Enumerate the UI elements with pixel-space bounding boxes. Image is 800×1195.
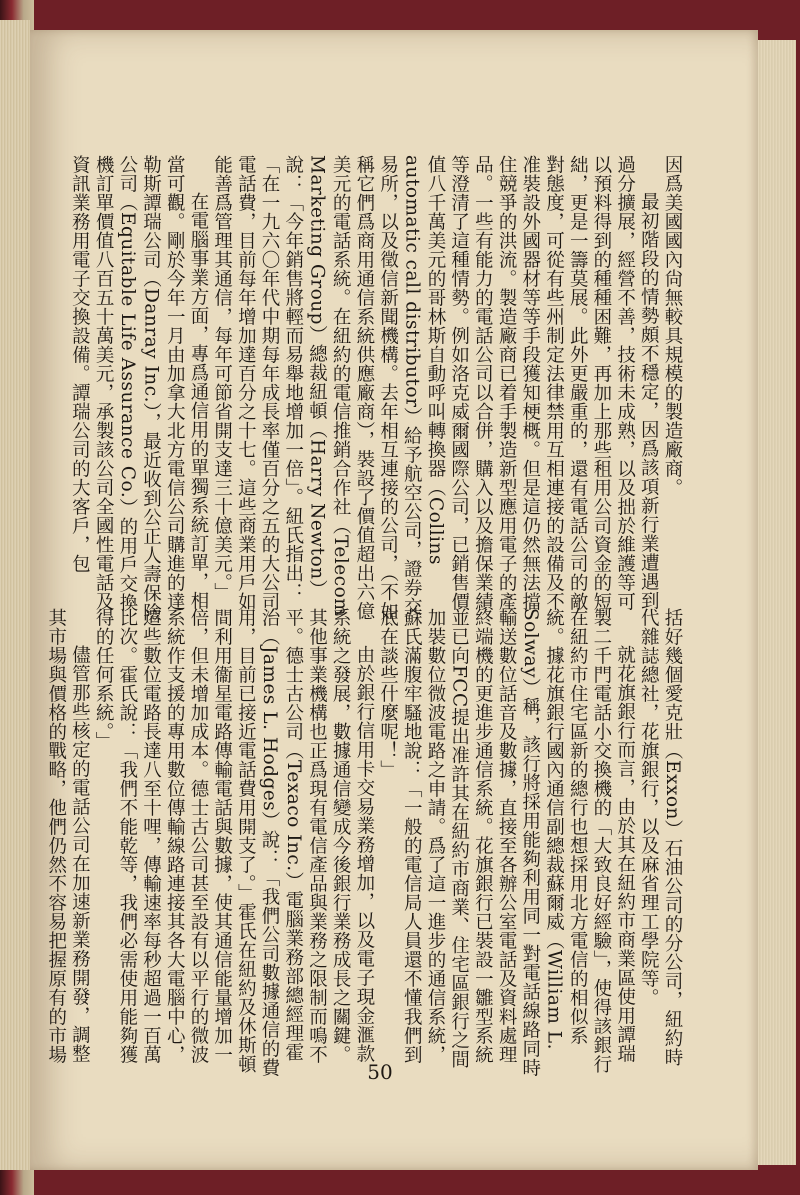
paragraph: 儘管那些核定的電話公司在加速新業務開發，調整其市場與價格的戰略，他們仍然不容易把握原有的市場 <box>45 608 91 1064</box>
lower-text-column <box>45 608 684 1078</box>
page-stack-edge <box>756 40 796 1165</box>
left-page-edge <box>0 20 30 1170</box>
paragraph: 最初階段的情勢頗不穩定，因爲該項新行業遭遇到過分擴展，經營不善，技術未成熟，以及拙於維護等可以預料得到的種種困難，再加上那些租用公司資金的短絀，更是一籌莫展。此外更嚴重的，還有電話公司的敵對態度，可從有些州制定法律禁用互相連接的設備及不准裝設外國器材等等手段獲知梗概。但是這仍然無法擋住競爭的洪流。製造廠商已着手製造新型應用電子的產品。一些有能力的電話公司以合併，購入以及擔保業績等澄清了這種情勢。例如洛克威爾國際公司，已銷售價值八千萬美元的哥林斯自動呼叫轉換器（Collins automatic call distributor）給予航空公司，證券交易所，以及徵信新聞機構。去年相互連接的公司，（不如稱它們爲商用通信系統供應廠商），裝設了價值超出六億美元的電話系統。在紐約的電信推銷合作社（Telecom Marketing Group）總裁紐頓（Harry Newton）說：「今年銷售將輕而易舉地增加一倍」。紐氏指出：「在一九六〇年代中期每年成長率僅百分之五的大公司電話費，目前每年增加達百分之十七。這些商業用戶如能善爲管理其通信，每年可節省開支達三十億美元。」 <box>211 155 660 621</box>
page-number: 50 <box>367 1060 393 1084</box>
paragraph: 就花旗銀行而言，由於其在紐約市商業區使用譚瑞製二千門電話小交換機的「大致良好經驗」，使得該銀行在紐約市住宅區新的總行也想採用北方電信的相似系統。據花旗銀行國內通信副總裁蘇爾威（William L. Solway）稱，該行將採用能夠利用同一對電話線路同時輸送數位話音及數據，直接至各辦公室電話及資料處理終端機的更進步通信系統。花旗銀行已裝設一雛型系統並已向FCC提出准許其在紐約市商業、住宅區銀行之間加裝數位微波電路之申請。爲了這一進步的通信系統，蘇氏滿腹牢騷地說：「一般的電信局人員還不懂我們到底在談些什麼呢！」 <box>377 608 636 1078</box>
book-page <box>30 30 758 1170</box>
paragraph: 在電腦事業方面，專爲通信用的單獨系統訂單，相當可觀。剛於今年一月由加拿大北方電信公司購進的達勒斯譚瑞公司（Danray Inc.），最近收到公正人壽保險公司（Equitable Life Assurance Co.）的用戶交換機訂單價值八百五十萬美元，承製該公司全國性電話及資訊業務用電子交換設備。譚瑞公司的大客戶，包 <box>69 155 209 622</box>
paragraph: 括好幾個愛克壯（Exxon）石油公司的分公司，紐約時代雜誌總社，花旗銀行，以及麻省理工學院等。 <box>638 608 683 1067</box>
paragraph: 因爲美國國內尙無較具規模的製造廠商。 <box>662 155 683 497</box>
paragraph: 由於銀行信用卡交易業務增加，以及電子現金滙款系統之發展，數據通信變成今後銀行業務成長之關鍵。其他事業機構也正爲現有電信產品與業務之限制而鳴不平。德士古公司（Texaco Inc.）電腦業務部總經理霍治（James L. Hodges）說：「我們公司數據通信的費用，目前已接近電話費用開支了。」霍氏在紐約及休斯頓間利用衞星電路傳輸電話與數據，使其通信能量增加一倍，但未增加成本。德士古公司甚至設有以平行的微波系統作支援的專用數位傳輸線路連接其各大電腦中心，這些數位電路長達八至十哩，傳輸速率每秒超過一百萬比次。霍氏說：「我們不能乾等，我們必需使用能夠獲得的任何系統。」 <box>93 608 375 1078</box>
upper-text-column <box>69 155 684 625</box>
